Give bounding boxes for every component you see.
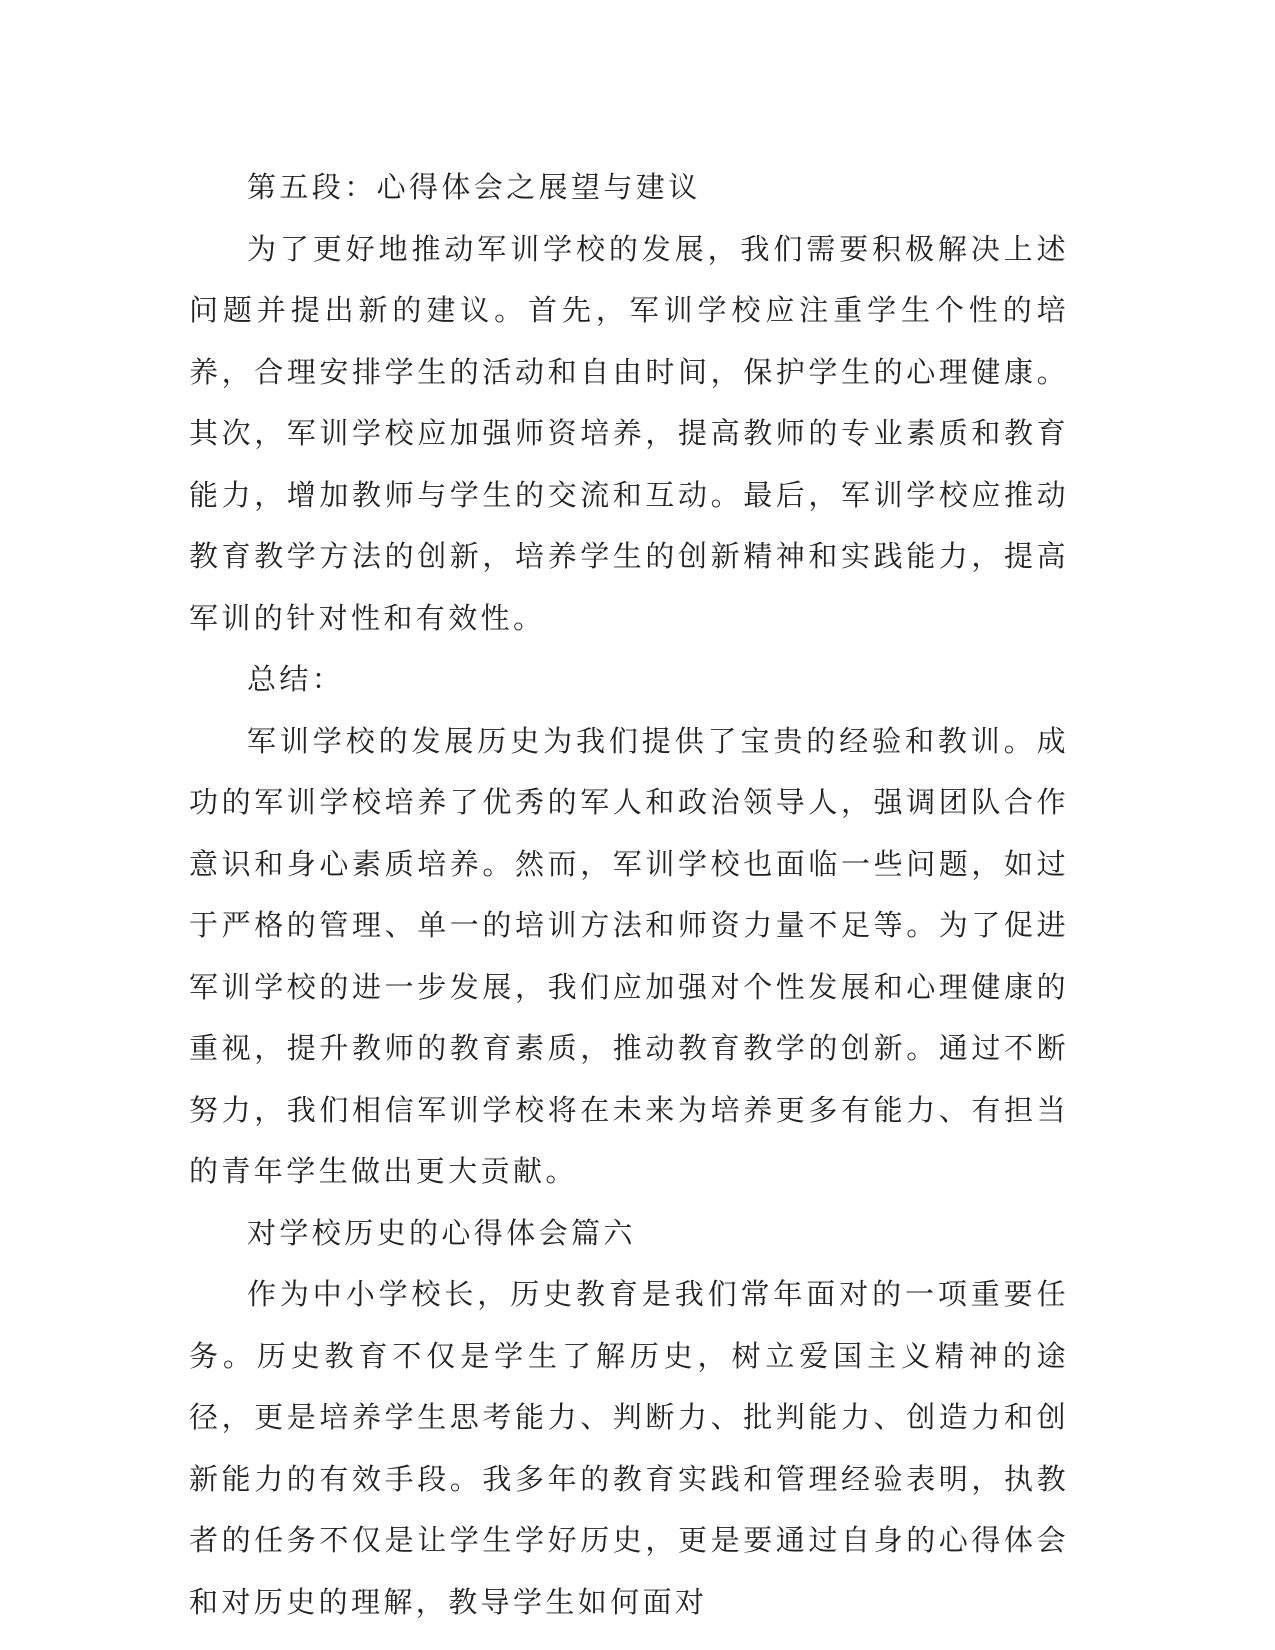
section-heading-fifth: 第五段：心得体会之展望与建议: [247, 170, 701, 204]
paragraph-summary: 军训学校的发展历史为我们提供了宝贵的经验和教训。成功的军训学校培养了优秀的军人和政治领导人，强调团队合作意识和身心素质培养。然而，军训学校也面临一些问题，如过于严格的管理、单一的培训方法和师资力量不足等。为了促进军训学校的进一步发展，我们应加强对个性发展和心理健康的重视，提升教师的教育素质，推动教育教学的创新。通过不断努力，我们相信军训学校将在未来为培养更多有能力、有担当的青年学生做出更大贡献。: [189, 723, 1069, 1188]
paragraph-principal-history-education: 作为中小学校长，历史教育是我们常年面对的一项重要任务。历史教育不仅是学生了解历史，树立爱国主义精神的途径，更是培养学生思考能力、判断力、批判能力、创造力和创新能力的有效手段。我多年的教育实践和管理经验表明，执教者的任务不仅是让学生学好历史，更是要通过自身的心得体会和对历史的理解，教导学生如何面对: [189, 1277, 1069, 1619]
article-title-part-six: 对学校历史的心得体会篇六: [247, 1215, 636, 1250]
paragraph-suggestions: 为了更好地推动军训学校的发展，我们需要积极解决上述问题并提出新的建议。首先，军训学校应注重学生个性的培养，合理安排学生的活动和自由时间，保护学生的心理健康。其次，军训学校应加强师资培养，提高教师的专业素质和教育能力，增加教师与学生的交流和互动。最后，军训学校应推动教育教学方法的创新，培养学生的创新精神和实践能力，提高军训的针对性和有效性。: [189, 231, 1069, 635]
document-body: [189, 157, 1069, 1633]
summary-heading: 总结：: [247, 662, 345, 696]
